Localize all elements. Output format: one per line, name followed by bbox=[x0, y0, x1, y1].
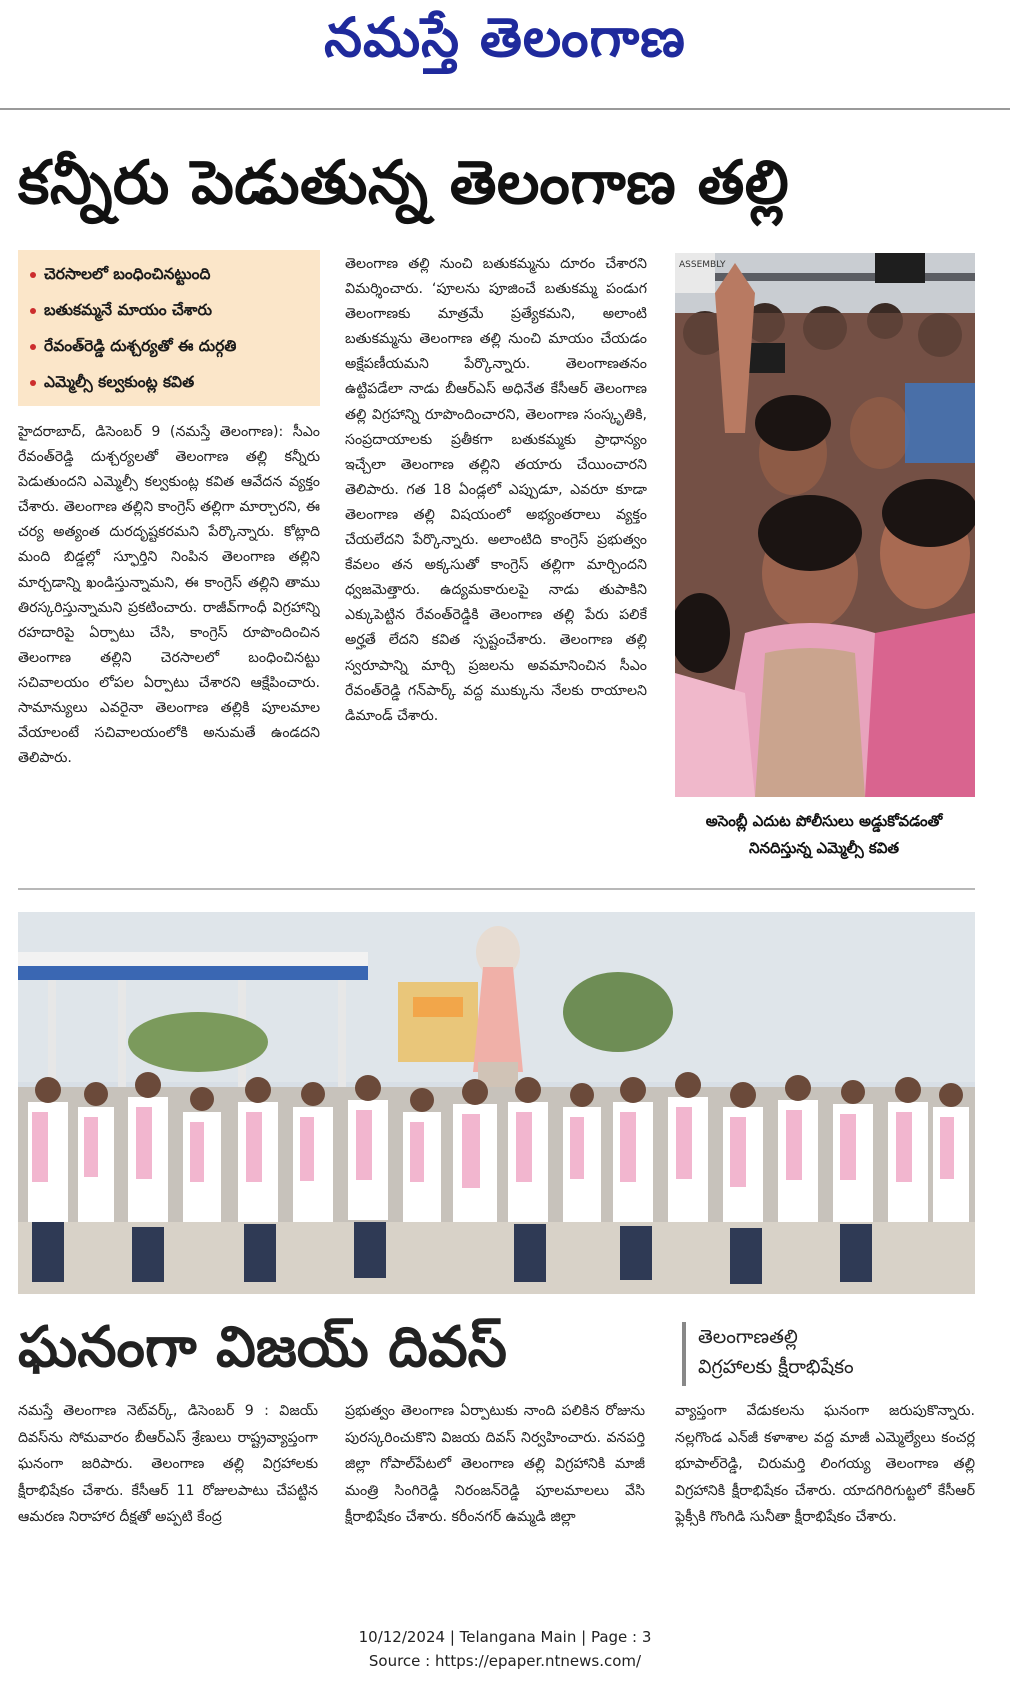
bullet-icon bbox=[30, 380, 36, 386]
protest-photo-illustration bbox=[675, 253, 975, 797]
article2-column-2: ప్రభుత్వం తెలంగాణ ఏర్పాటుకు నాంది పలికిన రోజును పురస్కరించుకొని విజయ దివస్ నిర్వహించారు. వనపర్తి జిల్లా గోపాల్‌పేటలో తెలంగాణ తల్లి విగ్రహానికి మాజీ మంత్రి సింగిరెడ్డి నిరంజన్‌రెడ్డి పూలమాలలు వేసి క్షీరాభిషేకం చేశారు. కరీంనగర్ ఉమ్మడి జిల్లా bbox=[345, 1403, 645, 1525]
side-headline-line-2: విగ్రహాలకు క్షీరాభిషేకం bbox=[698, 1356, 854, 1378]
celebration-photo bbox=[18, 912, 975, 1294]
highlight-text: చెరసాలలో బంధించినట్టుంది bbox=[44, 265, 211, 283]
secondary-headline: ఘనంగా విజయ్ దివస్ bbox=[18, 1315, 507, 1380]
highlight-item bbox=[30, 370, 312, 406]
photo-caption bbox=[660, 808, 988, 862]
highlight-item bbox=[30, 298, 312, 334]
main-headline: కన్నీరు పెడుతున్న తెలంగాణ తల్లి bbox=[18, 148, 790, 218]
masthead bbox=[0, 0, 1010, 110]
bullet-icon bbox=[30, 344, 36, 350]
highlight-text: బతుకమ్మనే మాయం చేశారు bbox=[44, 301, 213, 319]
bullet-icon bbox=[30, 308, 36, 314]
highlights-box bbox=[18, 250, 320, 406]
caption-line-2: నినదిస్తున్న ఎమ్మెల్సీ కవిత bbox=[748, 839, 900, 857]
highlight-text: రేవంత్‌రెడ్డి దుశ్చర్యతో ఈ దుర్గతి bbox=[44, 337, 237, 355]
highlight-item bbox=[30, 262, 312, 298]
footer-source: Source : https://epaper.ntnews.com/ bbox=[368, 1652, 642, 1670]
highlight-item bbox=[30, 334, 312, 370]
masthead-divider bbox=[0, 108, 1010, 110]
article2-column-3: వ్యాప్తంగా వేడుకలను ఘనంగా జరుపుకొన్నారు. నల్లగొండ ఎన్‌జీ కళాశాల వద్ద మాజీ ఎమ్మెల్యేలు కంచర్ల భూపాల్‌రెడ్డి, చిరుమర్తి లింగయ్య తెలంగాణ తల్లి విగ్రహానికి క్షీరాభిషేకం చేశారు. యాదగిరిగుట్టలో కేసీఆర్ ఫ్లెక్సీకి గొంగిడి సునీతా క్షీరాభిషేకం చేశారు. bbox=[675, 1403, 975, 1525]
article1-column-2: తెలంగాణ తల్లి నుంచి బతుకమ్మను దూరం చేశారని విమర్శించారు. ‘పూలను పూజించే బతుకమ్మ పండుగ తెలంగాణకు మాత్రమే ప్రత్యేకమని, అలాంటి బతుకమ్మను తెలంగాణ తల్లి నుంచి మాయం చేయడం అక్షేపణీయమని పేర్కొన్నారు. తెలంగాణతనం ఉట్టిపడేలా నాడు బీఆర్‌ఎస్ అధినేత కేసీఆర్ తెలంగాణ తల్లి విగ్రహాన్ని రూపొందించారని, తెలంగాణ సంస్కృతికి, సంప్రదాయాలకు ప్రతీకగా బతుకమ్మకు ప్రాధాన్యం ఇచ్చేలా తెలంగాణ తల్లిని తయారు చేయించారని తెలిపారు. గత 18 ఏండ్లలో ఎప్పుడూ, ఎవరూ కూడా తెలంగాణ తల్లి విషయంలో అభ్యంతరాలు వ్యక్తం చేయలేదని పేర్కొన్నారు. అలాంటిది కాంగ్రెస్ ప్రభుత్వం కేవలం తన అక్కసుతో కాంగ్రెస్ తల్లిగా మార్చిందని ధ్వజమెత్తారు. ఉద్యమకారులపై నాడు తుపాకిని ఎక్కుపెట్టిన రేవంత్‌రెడ్డికి తెలంగాణ తల్లి పేరు పలికే అర్హతే లేదని కవిత స్పష్టంచేశారు. తెలంగాణ తల్లి స్వరూపాన్ని మార్చి ప్రజలను అవమానించిన సీఎం రేవంత్‌రెడ్డి గన్‌పార్క్ వద్ద ముక్కును నేలకు రాయాలని డిమాండ్ చేశారు. bbox=[345, 256, 647, 724]
article1-column-1: హైదరాబాద్, డిసెంబర్ 9 (నమస్తే తెలంగాణ): సీఎం రేవంత్‌రెడ్డి దుశ్చర్యలతో తెలంగాణ తల్లి కన్నీరు పెడుతుందని ఎమ్మెల్సీ కల్వకుంట్ల కవిత ఆవేదన వ్యక్తం చేశారు. తెలంగాణ తల్లిని కాంగ్రెస్ తల్లిగా మార్చారని, ఈ చర్య అత్యంత దురదృష్టకరమని పేర్కొన్నారు. కోట్లాది మంది బిడ్డల్లో స్ఫూర్తిని నింపిన తెలంగాణ తల్లిని మార్చడాన్ని ఖండిస్తున్నామని, ఈ కాంగ్రెస్ తల్లిని తాము తిరస్కరిస్తున్నామని ప్రకటించారు. రాజీవ్‌గాంధీ విగ్రహాన్ని రహదారిపై ఏర్పాటు చేసి, కాంగ్రెస్ రూపొందించిన తెలంగాణ తల్లిని చెరసాలలో బంధించినట్టు సచివాలయం లోపల ఏర్పాటు చేశారని ఆక్షేపించారు. సామాన్యులు ఎవరైనా తెలంగాణ తల్లికి పూలమాల వేయాలంటే సచివాలయంలోకి అనుమతే ఉండదని తెలిపారు. bbox=[18, 424, 320, 767]
page-footer bbox=[0, 1625, 1010, 1673]
side-headline bbox=[682, 1322, 982, 1386]
section-divider bbox=[18, 888, 975, 890]
footer-date-edition: 10/12/2024 | Telangana Main | Page : 3 bbox=[358, 1628, 652, 1646]
caption-line-1: అసెంబ్లీ ఎదుట పోలీసులు అడ్డుకోవడంతో bbox=[705, 812, 943, 830]
assembly-sign: ASSEMBLY bbox=[679, 260, 726, 270]
bullet-icon bbox=[30, 272, 36, 278]
highlight-text: ఎమ్మెల్సీ కల్వకుంట్ల కవిత bbox=[44, 373, 195, 391]
protest-photo bbox=[675, 253, 975, 797]
newspaper-logo: నమస్తే తెలంగాణ bbox=[324, 6, 686, 69]
celebration-photo-illustration bbox=[18, 912, 975, 1294]
side-headline-line-1: తెలంగాణతల్లి bbox=[698, 1326, 798, 1348]
article2-column-1: నమస్తే తెలంగాణ నెట్‌వర్క్, డిసెంబర్ 9 : విజయ్ దివస్‌ను సోమవారం బీఆర్‌ఎస్ శ్రేణులు రాష్ట్రవ్యాప్తంగా ఘనంగా జరిపారు. తెలంగాణ తల్లి విగ్రహాలకు క్షీరాభిషేకం చేశారు. కేసీఆర్ 11 రోజులపాటు చేపట్టిన ఆమరణ నిరాహార దీక్షతో అప్పటి కేంద్ర bbox=[18, 1403, 318, 1525]
